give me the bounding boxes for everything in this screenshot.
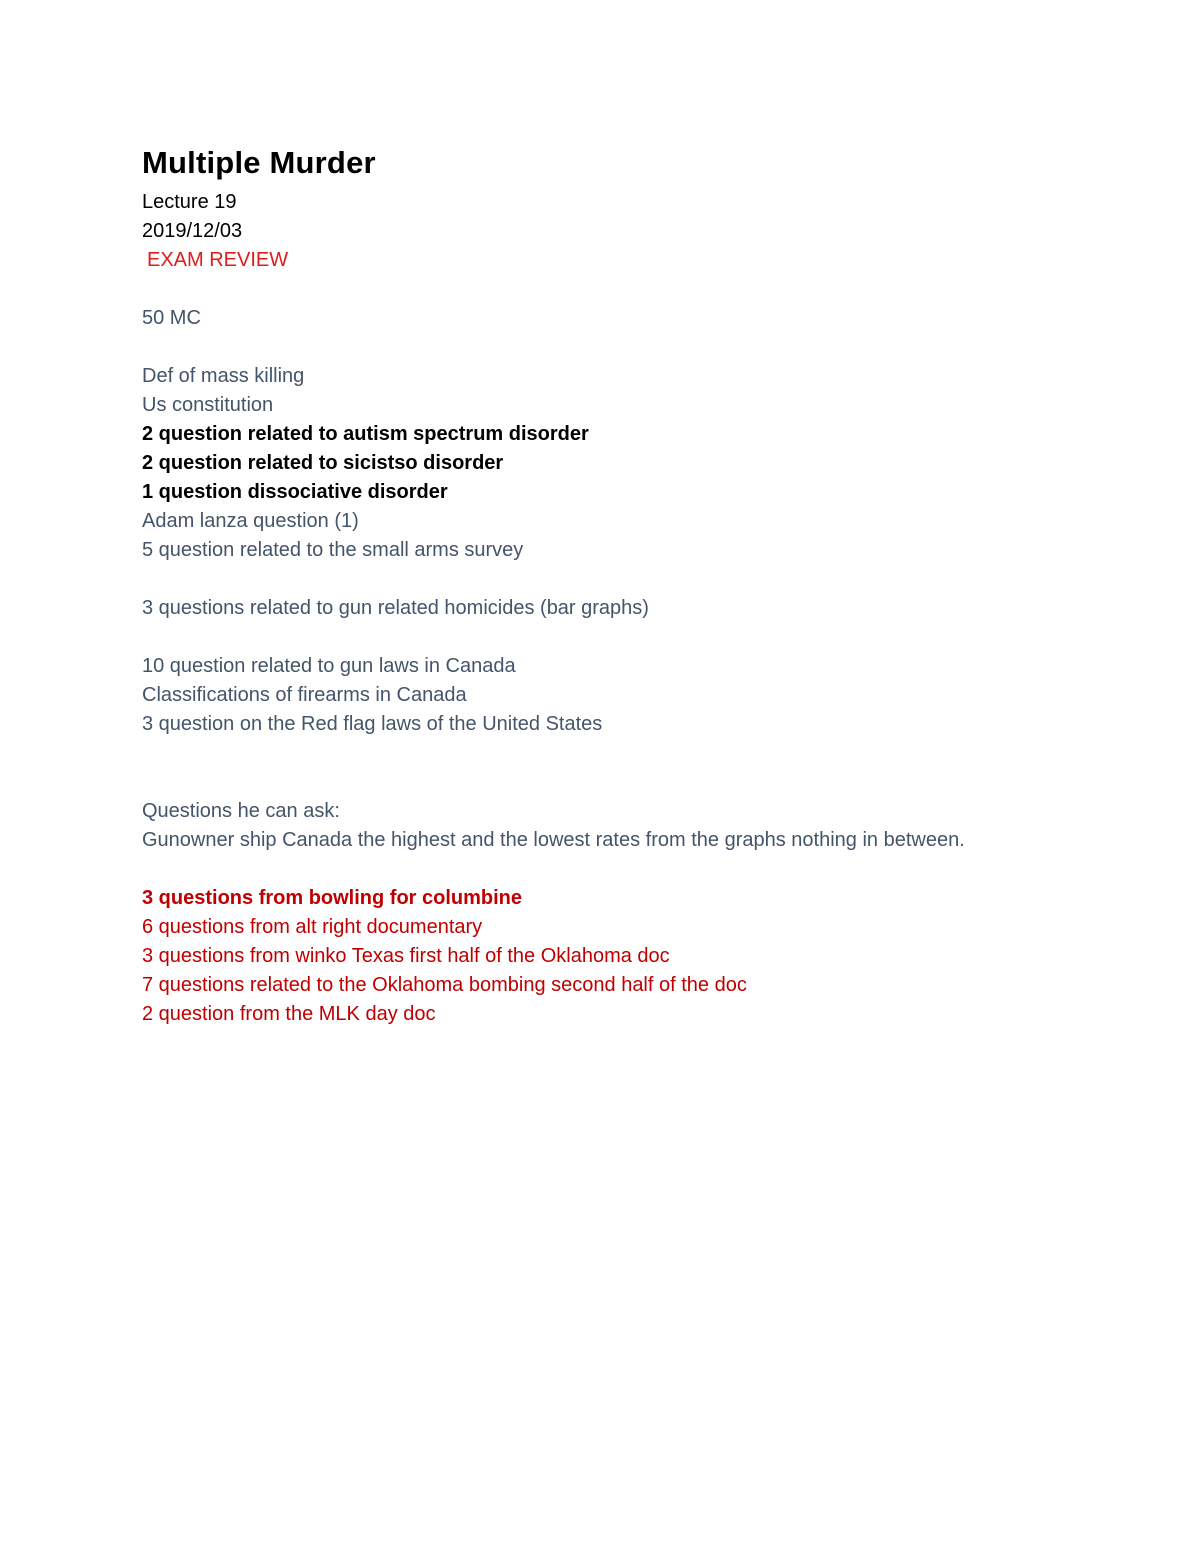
list-item: 3 question on the Red flag laws of the United States — [142, 713, 603, 735]
list-item: 5 question related to the small arms survey — [142, 539, 524, 561]
list-item: 7 questions related to the Oklahoma bombing second half of the doc — [142, 974, 747, 996]
list-item: Classifications of firearms in Canada — [142, 684, 467, 706]
questions-note: Gunowner ship Canada the highest and the lowest rates from the graphs nothing in between. — [142, 829, 965, 851]
gun-law-list — [142, 652, 1102, 739]
exam-format: 50 MC — [142, 307, 201, 329]
spacer — [142, 855, 1102, 884]
list-item: 6 questions from alt right documentary — [142, 916, 483, 938]
list-item: Us constitution — [142, 394, 274, 416]
spacer — [142, 275, 1102, 304]
list-item: 10 question related to gun laws in Canada — [142, 655, 516, 677]
bar-graphs-item: 3 questions related to gun related homicides (bar graphs) — [142, 597, 649, 619]
document-body — [142, 142, 1102, 1029]
list-item: Adam lanza question (1) — [142, 510, 359, 532]
document-title: Multiple Murder — [142, 145, 376, 180]
list-item: 3 questions from bowling for columbine — [142, 887, 523, 909]
lecture-date: 2019/12/03 — [142, 220, 243, 242]
spacer — [142, 623, 1102, 652]
spacer — [142, 565, 1102, 594]
spacer — [142, 739, 1102, 768]
list-item: Def of mass killing — [142, 365, 305, 387]
spacer — [142, 768, 1102, 797]
list-item: 2 question related to sicistso disorder — [142, 452, 504, 474]
topic-list — [142, 362, 1102, 565]
spacer — [142, 333, 1102, 362]
list-item: 3 questions from winko Texas first half of the Oklahoma doc — [142, 945, 670, 967]
list-item: 2 question from the MLK day doc — [142, 1003, 436, 1025]
questions-heading: Questions he can ask: — [142, 800, 340, 822]
documentary-list — [142, 884, 1102, 1029]
exam-review-heading: EXAM REVIEW — [147, 249, 289, 271]
list-item: 1 question dissociative disorder — [142, 481, 448, 503]
lecture-number: Lecture 19 — [142, 191, 237, 213]
list-item: 2 question related to autism spectrum disorder — [142, 423, 589, 445]
